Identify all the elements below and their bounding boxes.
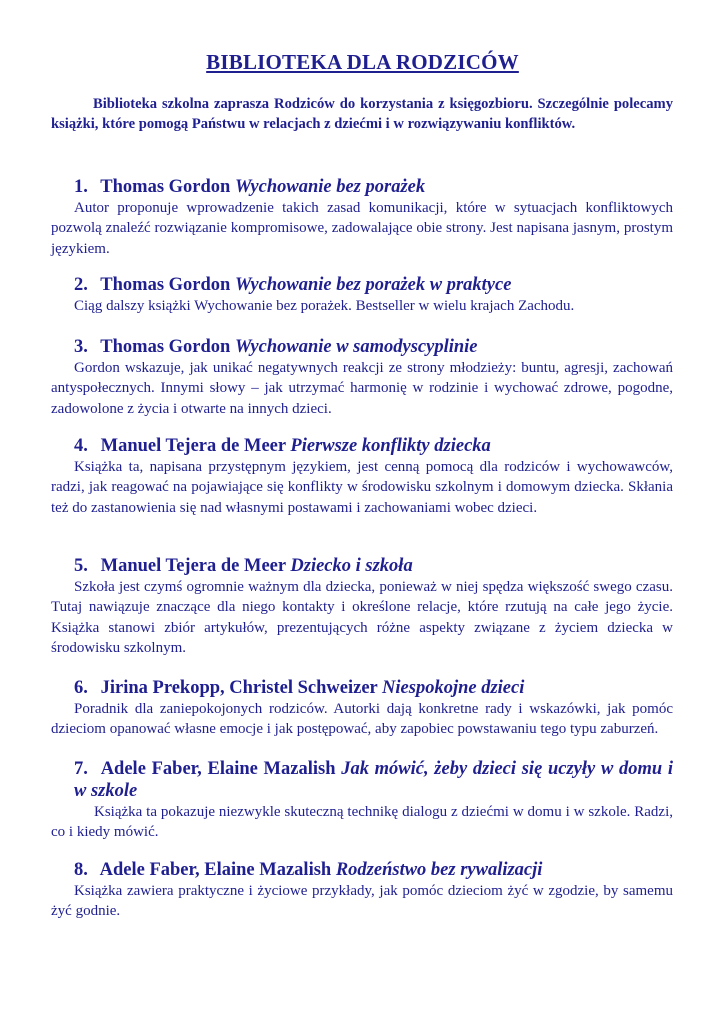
book-description: Książka ta, napisana przystępnym językiem, jest cenną pomocą dla rodziców i wychowawców, radzi, jak reagować na pojawiające się konflikty w środowisku szkolnym i domowym dziecka. Skłania też do zastanowienia się nad własnymi postawami i zachowaniami wobec dzieci. bbox=[51, 459, 673, 516]
book-title: Jak mówić, żeby dzieci się uczyły w domu i w szkole bbox=[74, 759, 673, 801]
book-number: 7. bbox=[74, 759, 88, 779]
book-title: Rodzeństwo bez rywalizacji bbox=[335, 860, 543, 880]
book-author: Manuel Tejera de Meer bbox=[100, 556, 286, 576]
book-title: Dziecko i szkoła bbox=[290, 556, 413, 576]
book-heading bbox=[51, 274, 673, 296]
book-entry-5 bbox=[51, 555, 673, 658]
book-number: 6. bbox=[74, 678, 88, 698]
book-title: Niespokojne dzieci bbox=[382, 678, 525, 698]
book-heading bbox=[51, 555, 673, 577]
book-description: Szkoła jest czymś ogromnie ważnym dla dziecka, ponieważ w niej spędza większość swego czasu. Tutaj nawiązuje znaczące dla niego kontakty i określone relacje, które rzutują na całe jego życie. Książka stanowi zbiór artykułów, prezentujących różne aspekty związane z życiem dziecka w środowisku szkolnym. bbox=[51, 579, 673, 656]
book-heading bbox=[51, 859, 673, 881]
book-author: Adele Faber, Elaine Mazalish bbox=[99, 860, 332, 880]
book-entry-8 bbox=[51, 859, 673, 922]
book-entry-4 bbox=[51, 435, 673, 518]
book-title: Wychowanie bez porażek bbox=[234, 177, 426, 197]
book-title: Wychowanie w samodyscyplinie bbox=[234, 337, 478, 357]
book-author: Thomas Gordon bbox=[100, 275, 231, 295]
intro-paragraph: Biblioteka szkolna zaprasza Rodziców do korzystania z księgozbioru. Szczególnie polecamy książki, które pomogą Państwu w relacjach z dziećmi i w rozwiązywaniu konfliktów. bbox=[51, 96, 673, 132]
book-author: Adele Faber, Elaine Mazalish bbox=[100, 759, 336, 779]
book-title: Wychowanie bez porażek w praktyce bbox=[234, 275, 512, 295]
book-description: Ciąg dalszy książki Wychowanie bez porażek. Bestseller w wielu krajach Zachodu. bbox=[74, 298, 575, 314]
book-entry-1 bbox=[51, 176, 673, 259]
book-author: Thomas Gordon bbox=[100, 177, 231, 197]
book-author: Manuel Tejera de Meer bbox=[100, 436, 286, 456]
book-number: 1. bbox=[74, 177, 88, 197]
book-entry-7 bbox=[51, 758, 673, 843]
book-heading bbox=[51, 677, 673, 699]
book-author: Jirina Prekopp, Christel Schweizer bbox=[100, 678, 378, 698]
book-description: Książka ta pokazuje niezwykle skuteczną technikę dialogu z dziećmi w domu i w szkole. Radzi, co i kiedy mówić. bbox=[51, 804, 673, 841]
book-heading bbox=[51, 176, 673, 198]
book-title: Pierwsze konflikty dziecka bbox=[290, 436, 491, 456]
book-description: Gordon wskazuje, jak unikać negatywnych reakcji ze strony młodzieży: buntu, agresji, zachowań antyspołecznych. Innymi słowy – jak utrzymać harmonię w rodzinie i wychować zdrowe, pogodne, zadowolone z życia i otwarte na innych dzieci. bbox=[51, 360, 673, 417]
book-heading bbox=[51, 336, 673, 358]
book-entry-2 bbox=[51, 274, 673, 316]
book-description: Autor proponuje wprowadzenie takich zasad komunikacji, które w sytuacjach konfliktowych pozwolą znaleźć rozwiązanie kompromisowe, zadowalające obie strony. Jest napisana jasnym, prostym językiem. bbox=[51, 200, 673, 257]
book-number: 4. bbox=[74, 436, 88, 456]
book-number: 8. bbox=[74, 860, 88, 880]
book-number: 2. bbox=[74, 275, 88, 295]
book-number: 5. bbox=[74, 556, 88, 576]
book-number: 3. bbox=[74, 337, 88, 357]
book-entry-6 bbox=[51, 677, 673, 740]
book-entry-3 bbox=[51, 336, 673, 419]
book-heading bbox=[51, 435, 673, 457]
page-title: BIBLIOTEKA DLA RODZICÓW bbox=[206, 50, 519, 74]
book-description: Książka zawiera praktyczne i życiowe przykłady, jak pomóc dzieciom żyć w zgodzie, by samemu żyć godnie. bbox=[51, 883, 673, 920]
book-author: Thomas Gordon bbox=[100, 337, 231, 357]
book-description: Poradnik dla zaniepokojonych rodziców. Autorki dają konkretne rady i wskazówki, jak pomóc dzieciom opanować własne emocje i jak postępować, aby zapobiec powstawaniu tego typu zaburzeń. bbox=[51, 701, 673, 738]
book-heading bbox=[51, 758, 673, 802]
